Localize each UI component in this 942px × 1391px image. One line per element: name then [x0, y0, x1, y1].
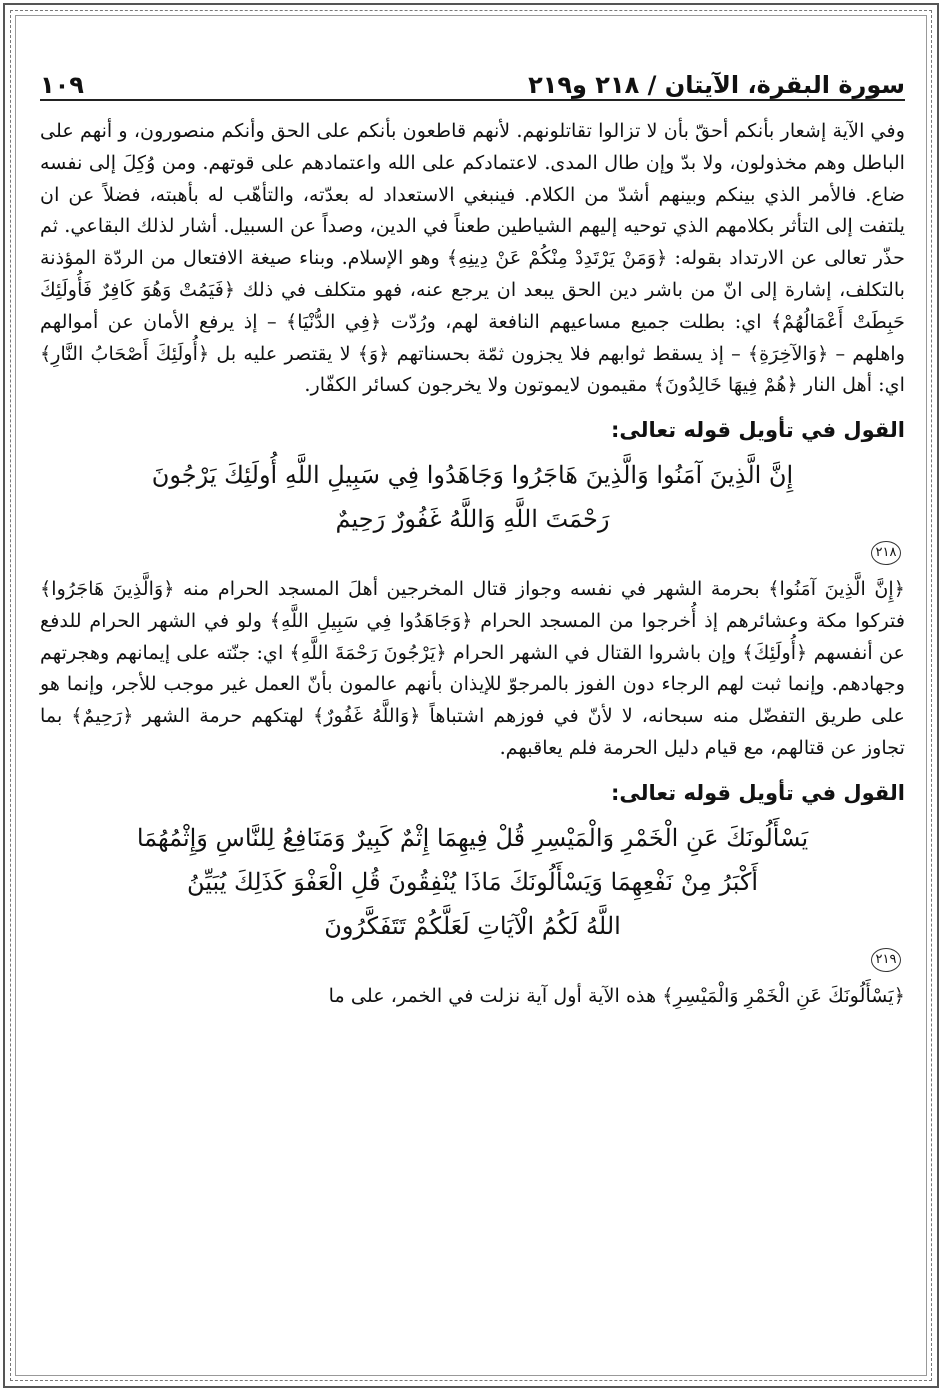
section-heading-2: القول في تأويل قوله تعالى: — [611, 780, 905, 805]
ayah-number-marker: ٢١٨ — [871, 541, 901, 565]
paragraph-3: ﴿يَسْأَلُونَكَ عَنِ الْخَمْرِ وَالْمَيْسِرِ﴾ هذه الآية أول آية نزلت في الخمر، على ما — [328, 983, 905, 1007]
quran-verse-219 — [40, 816, 905, 972]
quran-verse-218 — [40, 453, 905, 565]
verse-line: إِنَّ الَّذِينَ آمَنُوا وَالَّذِينَ هَاجَرُوا وَجَاهَدُوا فِي سَبِيلِ اللَّهِ أُولَئِكَ يَرْجُونَ — [151, 460, 794, 489]
verse-line-text: اللَّهُ لَكُمُ الْآيَاتِ لَعَلَّكُمْ تَتَفَكَّرُونَ — [324, 911, 621, 940]
paragraph-1: وفي الآية إشعار بأنكم أحقّ بأن لا تزالوا تقاتلونهم. لأنهم قاطعون بأنكم على الحق وأنكم منصورون، و أنهم على الباطل وهم مخذولون، ولا بدّ وإن طال المدى. لاعتمادكم على الله واعتمادهم على قوتهم. ومن وُكِلَ إلى نفسه ضاع. فالأمر الذي بينكم وبينهم أشدّ من الكلام. فينبغي الاستعداد له بعدّته، والتأهّب له بأهبته، فضلاً عن ان يلتفت إلى التأثر بكلامهم الذي توحيه إليهم الشياطين طعناً في الدين، وصداً عن السبيل. أشار لذلك البقاعي. ثم حذّر تعالى عن الارتداد بقوله: ﴿وَمَنْ يَرْتَدِدْ مِنْكُمْ عَنْ دِينِهِ﴾ وهو الإسلام. وبناء صيغة الافتعال من الردّة المؤذنة بالتكلف، إشارة إلى انّ من باشر دين الحق يبعد ان يرجع عنه، فهو متكلف في ذلك ﴿فَيَمُتْ وَهُوَ كَافِرٌ فَأُولَئِكَ حَبِطَتْ أَعْمَالُهُمْ﴾ اي: بطلت جميع مساعيهم النافعة لهم، ورُدّت ﴿فِي الدُّنْيَا﴾ – إذ يرفع الأمان عن أموالهم واهلهم – ﴿وَالآخِرَةِ﴾ – إذ يسقط ثوابهم فلا يجزون ثمّة بحسناتهم ﴿وَ﴾ لا يقتصر عليه بل ﴿أُولَئِكَ أَصْحَابُ النَّارِ﴾ اي: أهل النار ﴿هُمْ فِيهَا خَالِدُونَ﴾ مقيمون لايموتون ولا يخرجون كسائر الكفّار. — [40, 119, 905, 397]
ayah-number-marker: ٢١٩ — [871, 948, 901, 972]
page-content — [40, 55, 905, 1355]
page-header — [40, 55, 905, 101]
verse-line: يَسْأَلُونَكَ عَنِ الْخَمْرِ وَالْمَيْسِرِ قُلْ فِيهِمَا إِثْمٌ كَبِيرٌ وَمَنَافِعُ لِلنَّاسِ وَإِثْمُهُمَا — [136, 823, 809, 852]
running-title: سورة البقرة، الآيتان / ٢١٨ و٢١٩ — [528, 71, 905, 99]
verse-line — [40, 497, 905, 565]
section-heading-1: القول في تأويل قوله تعالى: — [611, 418, 905, 443]
page-number: ١٠٩ — [40, 71, 84, 99]
verse-line: أَكْبَرُ مِنْ نَفْعِهِمَا وَيَسْأَلُونَكَ مَاذَا يُنْفِقُونَ قُلِ الْعَفْوَ كَذَلِكَ يُبَيِّنُ — [186, 867, 759, 896]
paragraph-2: ﴿إِنَّ الَّذِينَ آمَنُوا﴾ بحرمة الشهر في نفسه وجواز قتال المخرجين أهلَ المسجد الحرام منه ﴿وَالَّذِينَ هَاجَرُوا﴾ فتركوا مكة وعشائرهم إذ أُخرجوا من المسجد الحرام ﴿وَجَاهَدُوا فِي سَبِيلِ اللَّهِ﴾ ولو في الشهر الحرام للدفع عن أنفسهم ﴿أُولَئِكَ﴾ وإن باشروا القتال في الشهر الحرام ﴿يَرْجُونَ رَحْمَةَ اللَّهِ﴾ اي: جنّته على إيمانهم وهجرتهم وجهادهم. وإنما ثبت لهم الرجاء دون الفوز بالمرجوّ للإيذان بأنهم عالمون بأنّ العمل غير موجب للأجر، وإنما هو على طريق التفضّل منه سبحانه، لا لأنّ في فوزهم اشتباهاً ﴿وَاللَّهُ غَفُورٌ﴾ لهتكهم حرمة الشهر ﴿رَحِيمٌ﴾ بما تجاوز عن قتالهم، مع قيام دليل الحرمة فلم يعاقبهم. — [40, 576, 905, 759]
verse-line-text: رَحْمَتَ اللَّهِ وَاللَّهُ غَفُورٌ رَحِيمٌ — [335, 504, 610, 533]
body-text — [40, 115, 905, 1011]
verse-line — [40, 904, 905, 972]
